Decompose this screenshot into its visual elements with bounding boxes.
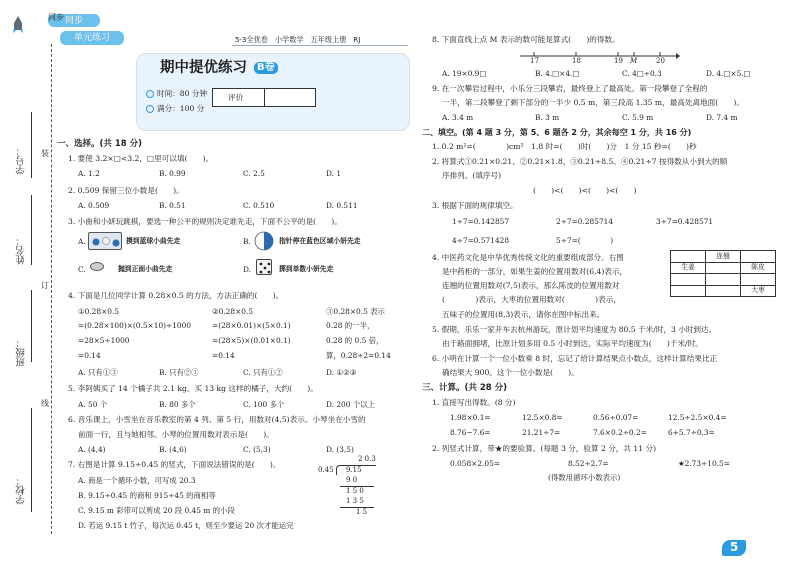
school-line[interactable] bbox=[31, 408, 32, 512]
edition-name: RJ bbox=[353, 35, 361, 44]
q7-stem: 7. 右图是计算 9.15÷0.45 的竖式，下面说法错误的是( )。 bbox=[68, 460, 281, 469]
class-label: 班级： bbox=[16, 338, 27, 367]
q5-option-c[interactable]: C. 100 多个 bbox=[243, 400, 285, 409]
q6-stem-2: 前面一行，且与她相邻。小琴的位置用数对表示是( )。 bbox=[78, 430, 274, 439]
series-line bbox=[235, 36, 360, 43]
q3-option-c-letter[interactable]: C. bbox=[78, 265, 86, 274]
div-row-3: 1 3 5 bbox=[346, 497, 364, 505]
calc-7[interactable]: 7.6×0.2÷0.2= bbox=[593, 428, 647, 437]
f4-line-2: 是中药柜的一部分，如果生姜的位置用数对(6,4)表示， bbox=[442, 267, 628, 276]
q8-option-a[interactable]: A. 19×0.9□ bbox=[442, 69, 487, 78]
spinner-icon bbox=[254, 231, 274, 251]
f2-text: 2. 将算式①0.21×0.21、②0.21×1.8、③0.21÷8.5、④0.21÷7 按得数从小到大的顺 bbox=[432, 157, 728, 166]
tick-18: 18 bbox=[572, 57, 581, 65]
q4-method-2-line-1: ②0.28×0.5 bbox=[212, 307, 254, 316]
q3-stem: 3. 小曲和小妍玩跳棋，要选一种公平的规则决定谁先走，下面不公平的是( )。 bbox=[68, 217, 342, 226]
q6-option-a[interactable]: A. (4,4) bbox=[78, 445, 106, 454]
cell-chenpi: 陈皮 bbox=[741, 262, 776, 274]
subject-name: 小学数学 bbox=[274, 35, 304, 44]
vertical-calc-3[interactable]: ★2.73÷10.5= bbox=[678, 459, 730, 468]
q4-option-a[interactable]: A. 只有①③ bbox=[78, 368, 118, 377]
div-row-4: 1 5 bbox=[356, 508, 368, 516]
page-number: 5 bbox=[730, 540, 739, 554]
student-number-label: 学号： bbox=[16, 146, 27, 175]
q4-method-3-line-1: ③0.28×0.5 表示 bbox=[326, 307, 385, 316]
q4-method-1-line-1: ①0.28×0.5 bbox=[78, 307, 120, 316]
tick-17: 17 bbox=[530, 57, 539, 65]
section-3-heading: 三、计算。(共 28 分) bbox=[422, 383, 508, 393]
tick-19: 19 bbox=[614, 57, 623, 65]
div-row-2: 1 5 0 bbox=[346, 487, 364, 495]
div-row-1: 9 0 bbox=[346, 476, 358, 484]
f6-line-2[interactable]: 确结果大 900。这个一位小数是( )。 bbox=[442, 368, 579, 377]
q8-stem: 8. 下面直线上点 M 表示的数可能是算式( )的得数。 bbox=[432, 35, 620, 44]
unit-tag-2: 单元练习 bbox=[73, 33, 110, 43]
f3-text: 3. 根据下面的规律填空。 bbox=[432, 201, 518, 210]
binding-word-3: 线 bbox=[41, 399, 49, 408]
student-name-label: 姓名： bbox=[16, 236, 27, 265]
q3-option-c[interactable]: 抛到正面小曲先走 bbox=[118, 265, 173, 273]
c1-text: 1. 直接写出得数。(8 分) bbox=[432, 398, 516, 407]
q4-option-d[interactable]: D. ①②③ bbox=[326, 368, 357, 377]
f3-rule-2: 2÷7=0.285714 bbox=[556, 217, 614, 226]
binding-dashed-line bbox=[51, 44, 52, 534]
q1-option-d[interactable]: D. 1 bbox=[326, 169, 342, 178]
time-limit: 时间：80 分钟 bbox=[157, 89, 208, 98]
q6-option-c[interactable]: C. (5,3) bbox=[243, 445, 271, 454]
rocket-icon bbox=[13, 16, 23, 36]
grade-name: 五年级上册 bbox=[310, 35, 347, 44]
calc-6[interactable]: 21.21÷7= bbox=[522, 428, 561, 437]
calc-note: (得数用循环小数表示) bbox=[548, 473, 621, 482]
q7-option-c[interactable]: C. 9.15 m 彩带可以剪成 20 段 0.45 m 的小段 bbox=[78, 506, 235, 515]
tick-20: 20 bbox=[656, 57, 665, 65]
q4-method-1-line-3: =28×5÷1000 bbox=[78, 336, 130, 345]
c2-text: 2. 列竖式计算，带★的要验算。(每题 3 分，验算 2 分，共 11 分) bbox=[432, 444, 657, 453]
f3-rule-5[interactable]: 5÷7=( ) bbox=[556, 236, 614, 245]
q4-method-2-line-2: =(28×0.01)×(5×0.1) bbox=[212, 321, 291, 330]
calc-4[interactable]: 12.5÷2.5×0.4= bbox=[668, 413, 727, 422]
cell-dazao: 大枣 bbox=[741, 285, 776, 297]
q3-option-d-letter[interactable]: D. bbox=[243, 265, 252, 274]
header-rule bbox=[232, 45, 408, 46]
f6-line-1: 6. 小明在计算一个一位小数乘 8 时，忘记了给计算结果点小数点，这样计算结果比正 bbox=[432, 354, 718, 363]
q1-stem: 1. 要使 3.2×□<3.2，□里可以填( )。 bbox=[68, 154, 214, 163]
q2-option-d[interactable]: D. 0.511 bbox=[326, 201, 358, 210]
q9-option-b[interactable]: B. 3 m bbox=[535, 113, 560, 122]
vertical-calc-2[interactable]: 8.52÷2.7= bbox=[568, 459, 609, 468]
q9-option-d[interactable]: D. 7.4 m bbox=[706, 113, 738, 122]
calc-5[interactable]: 8.76−7.6= bbox=[450, 428, 491, 437]
q8-option-b[interactable]: B. 4.□×4.□ bbox=[535, 69, 580, 78]
tick-m: M bbox=[630, 57, 638, 65]
unit-tag-1-text: 同步 bbox=[64, 16, 83, 26]
evaluation-divider bbox=[264, 88, 265, 107]
q9-stem: 9. 在一次攀岩过程中，小乐分三段攀岩，最终登上了最高处。第一段攀登了全程的 bbox=[432, 84, 708, 93]
f5-line-2[interactable]: 由于路面拥堵，比原计划多用 0.5 小时到达，实际平均速度为( )千米/时。 bbox=[442, 339, 703, 348]
q1-option-b[interactable]: B. 0.99 bbox=[159, 169, 186, 178]
section-1-heading: 一、选择。(共 18 分) bbox=[57, 139, 143, 149]
q4-option-c[interactable]: C. 只有①② bbox=[243, 368, 283, 377]
page-title: 期中提优练习 bbox=[160, 60, 247, 76]
calc-1[interactable]: 1.98×0.1= bbox=[450, 413, 491, 422]
school-label: 学校： bbox=[16, 476, 27, 505]
q3-option-b[interactable]: 指针停在蓝色区域小妍先走 bbox=[279, 237, 361, 245]
f4-line-3: 连翘的位置用数对(7,5)表示，那么陈皮的位置用数对 bbox=[442, 281, 620, 290]
q7-option-a[interactable]: A. 商是一个循环小数，可写成 20.3̇ bbox=[78, 476, 196, 485]
q4-stem: 4. 下面是几位同学计算 0.28×0.5 的方法，方法正确的( )。 bbox=[68, 291, 284, 300]
evaluation-label: 评价 bbox=[228, 93, 244, 102]
cell-shengjiang: 生姜 bbox=[671, 262, 706, 274]
q4-method-2-line-3: =(28×5)×(0.01×0.1) bbox=[212, 336, 291, 345]
q5-stem: 5. 李阿姨买了 14 个橘子共 2.1 kg。买 13 kg 这样的橘子，大约( )。 bbox=[68, 384, 318, 393]
q1-option-a[interactable]: A. 1.2 bbox=[78, 169, 100, 178]
div-divisor: 0.45 bbox=[318, 466, 334, 474]
binding-word-2: 订 bbox=[41, 281, 49, 290]
q7-option-b[interactable]: B. 9.15÷0.45 的商和 915÷45 的商相等 bbox=[78, 491, 216, 500]
q4-method-3-line-2: 0.28 的一半， bbox=[326, 321, 375, 330]
q9-option-a[interactable]: A. 3.4 m bbox=[442, 113, 474, 122]
score-icon bbox=[146, 105, 154, 113]
q4-method-1-line-2: =(0.28×100)×(0.5×10)÷1000 bbox=[78, 321, 192, 330]
coin-icon bbox=[90, 262, 104, 271]
f3-rule-3: 3÷7=0.428571 bbox=[656, 217, 714, 226]
q4-method-3-line-3: 0.28 的 0.5 倍， bbox=[326, 336, 384, 345]
q4-method-3-line-4: 算，0.28÷2=0.14 bbox=[326, 351, 391, 360]
q6-option-d[interactable]: D. (3,5) bbox=[326, 445, 354, 454]
cell-lianqiao: 连翘 bbox=[706, 251, 741, 263]
version-badge: B卷 bbox=[254, 62, 278, 74]
clock-icon bbox=[146, 90, 154, 98]
medicine-cabinet-grid[interactable] bbox=[670, 250, 776, 297]
q3-option-a-letter[interactable]: A. bbox=[78, 237, 86, 246]
q9-stem-2: 一半，第二段攀登了剩下部分的一半少 0.5 m，第三段高 1.35 m，最高处离地面( )。 bbox=[442, 98, 744, 107]
q2-option-a[interactable]: A. 0.509 bbox=[78, 201, 110, 210]
q7-option-d[interactable]: D. 若运 9.15 t 竹子，每次运 0.45 t，则至少要运 20 次才能运完 bbox=[78, 521, 294, 530]
f5-line-1: 5. 假期，乐乐一家开车去杭州游玩，原计划平均速度为 80.5 千米/时，3 小时到达。 bbox=[432, 325, 717, 334]
dice-icon bbox=[256, 259, 272, 275]
calc-8[interactable]: 6+5.7÷0.3= bbox=[668, 428, 715, 437]
f4-line-1: 4. 中医药文化是中华优秀传统文化的重要组成部分。右图 bbox=[432, 253, 624, 262]
q1-option-c[interactable]: C. 2.5 bbox=[243, 169, 265, 178]
f3-rule-1: 1÷7=0.142857 bbox=[452, 217, 510, 226]
q9-option-c[interactable]: C. 5.9 m bbox=[622, 113, 654, 122]
series-name: 5·3全优卷 bbox=[235, 35, 268, 44]
q5-option-d[interactable]: D. 200 个以上 bbox=[326, 400, 375, 409]
q2-option-b[interactable]: B. 0.51 bbox=[159, 201, 186, 210]
f1-text[interactable]: 1. 0.2 m²=( )cm² 1.8 时=( )时( )分 1 分 15 秒=( )秒 bbox=[432, 142, 697, 151]
q8-option-c[interactable]: C. 4□÷0.3 bbox=[622, 69, 662, 78]
ball-box-icon bbox=[88, 232, 122, 250]
q2-stem: 2. 0.509 保留三位小数是( )。 bbox=[68, 186, 184, 195]
q3-option-d[interactable]: 掷到单数小妍先走 bbox=[279, 265, 334, 273]
q4-option-b[interactable]: B. 只有②③ bbox=[159, 368, 199, 377]
q5-option-a[interactable]: A. 50 个 bbox=[78, 400, 108, 409]
section-2-heading: 二、填空。(第 4 题 3 分，第 5、6 题各 2 分，其余每空 1 分，共 16 分) bbox=[422, 128, 692, 137]
f2-answer-blanks[interactable]: ( )<( )<( )<( ) bbox=[533, 186, 637, 195]
q2-option-c[interactable]: C. 0.510 bbox=[243, 201, 275, 210]
q3-option-b-letter[interactable]: B. bbox=[243, 237, 251, 246]
class-line[interactable] bbox=[31, 290, 32, 362]
div-quotient: 2 0.3 bbox=[358, 455, 376, 463]
binding-word-1: 装 bbox=[41, 149, 49, 158]
calc-3[interactable]: 0.56÷0.07= bbox=[593, 413, 639, 422]
q6-option-b[interactable]: B. (4,6) bbox=[159, 445, 187, 454]
q3-option-a[interactable]: 摸到蓝球小曲先走 bbox=[126, 237, 181, 245]
q5-option-b[interactable]: B. 80 多个 bbox=[159, 400, 196, 409]
student-number-line[interactable] bbox=[31, 112, 32, 178]
calc-2[interactable]: 12.5×0.8= bbox=[522, 413, 563, 422]
vertical-calc-1[interactable]: 0.058×2.05= bbox=[450, 459, 500, 468]
q4-method-2-line-4: =0.14 bbox=[212, 351, 235, 360]
q6-stem: 6. 音乐课上，小雪坐在音乐教室的第 4 列、第 5 行，用数对(4,5)表示。小琴坐在小雪的 bbox=[68, 415, 366, 424]
q8-option-d[interactable]: D. 4.□×5.□ bbox=[706, 69, 751, 78]
f2-text-2: 序排列。(填序号) bbox=[442, 171, 502, 180]
div-dividend: 9.15 bbox=[346, 466, 362, 474]
f4-line-5: 五味子的位置用(8,3)表示，请你在图中标出来。 bbox=[442, 310, 605, 319]
f3-rule-4: 4÷7=0.571428 bbox=[452, 236, 510, 245]
full-score: 满分：100 分 bbox=[157, 104, 205, 113]
f4-line-4[interactable]: ( )表示，大枣的位置用数对( )表示， bbox=[442, 295, 621, 304]
student-name-line[interactable] bbox=[31, 195, 32, 265]
q4-method-1-line-4: =0.14 bbox=[78, 351, 101, 360]
unit-tag-1: 同步 bbox=[48, 14, 100, 27]
